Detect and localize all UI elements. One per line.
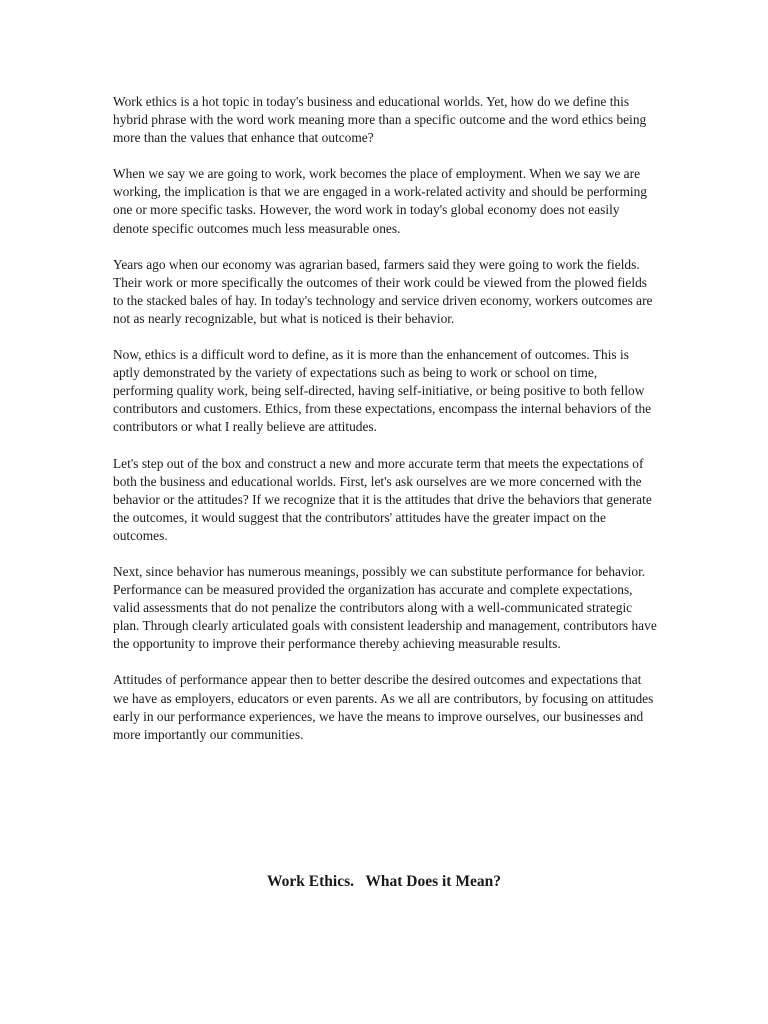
document-body [113,93,658,762]
paragraph-7: Attitudes of performance appear then to better describe the desired outcomes and expectations that we have as employers, educators or even parents. As we all are contributors, by focusing on attitudes early in our performance experiences, we have the means to improve ourselves, our businesses and more importantly our communities. [113,672,654,742]
paragraph-2: When we say we are going to work, work becomes the place of employment. When we say we are working, the implication is that we are engaged in a work-related activity and should be performing one or more specific tasks. However, the word work in today's global economy does not easily denote specific outcomes much less measurable ones. [113,166,647,236]
paragraph-4: Now, ethics is a difficult word to define, as it is more than the enhancement of outcomes. This is aptly demonstrated by the variety of expectations such as being to work or school on time, performing quality work, being self-directed, having self-initiative, or being positive to both fellow contributors and customers. Ethics, from these expectations, encompass the internal behaviors of the contributors or what I really believe are attitudes. [113,347,652,435]
paragraph-5: Let's step out of the box and construct a new and more accurate term that meets the expectations of both the business and educational worlds. First, let's ask ourselves are we more concerned with the behavior or the attitudes? If we recognize that it is the attitudes that drive the behaviors that generate the outcomes, it would suggest that the contributors' attitudes have the greater impact on the outcomes. [113,455,652,543]
paragraph-1: Work ethics is a hot topic in today's business and educational worlds. Yet, how do we define this hybrid phrase with the word work meaning more than a specific outcome and the word ethics being more than the values that enhance that outcome? [113,94,647,146]
paragraph-6: Next, since behavior has numerous meanings, possibly we can substitute performance for behavior. Performance can be measured provided the organization has accurate and complete expectations, valid assessments that do not penalize the contributors along with a well-communicated strategic plan. Through clearly articulated goals with consistent leadership and management, contributors have the opportunity to improve their performance thereby achieving measurable results. [113,563,657,652]
document-title: Work Ethics. What Does it Mean? [267,873,501,890]
paragraph-3: Years ago when our economy was agrarian based, farmers said they were going to work the fields. Their work or more specifically the outcomes of their work could be viewed from the plowed fields to the stacked bales of hay. In today's technology and service driven economy, workers outcomes are not as nearly recognizable, but what is noticed is their behavior. [113,256,653,326]
